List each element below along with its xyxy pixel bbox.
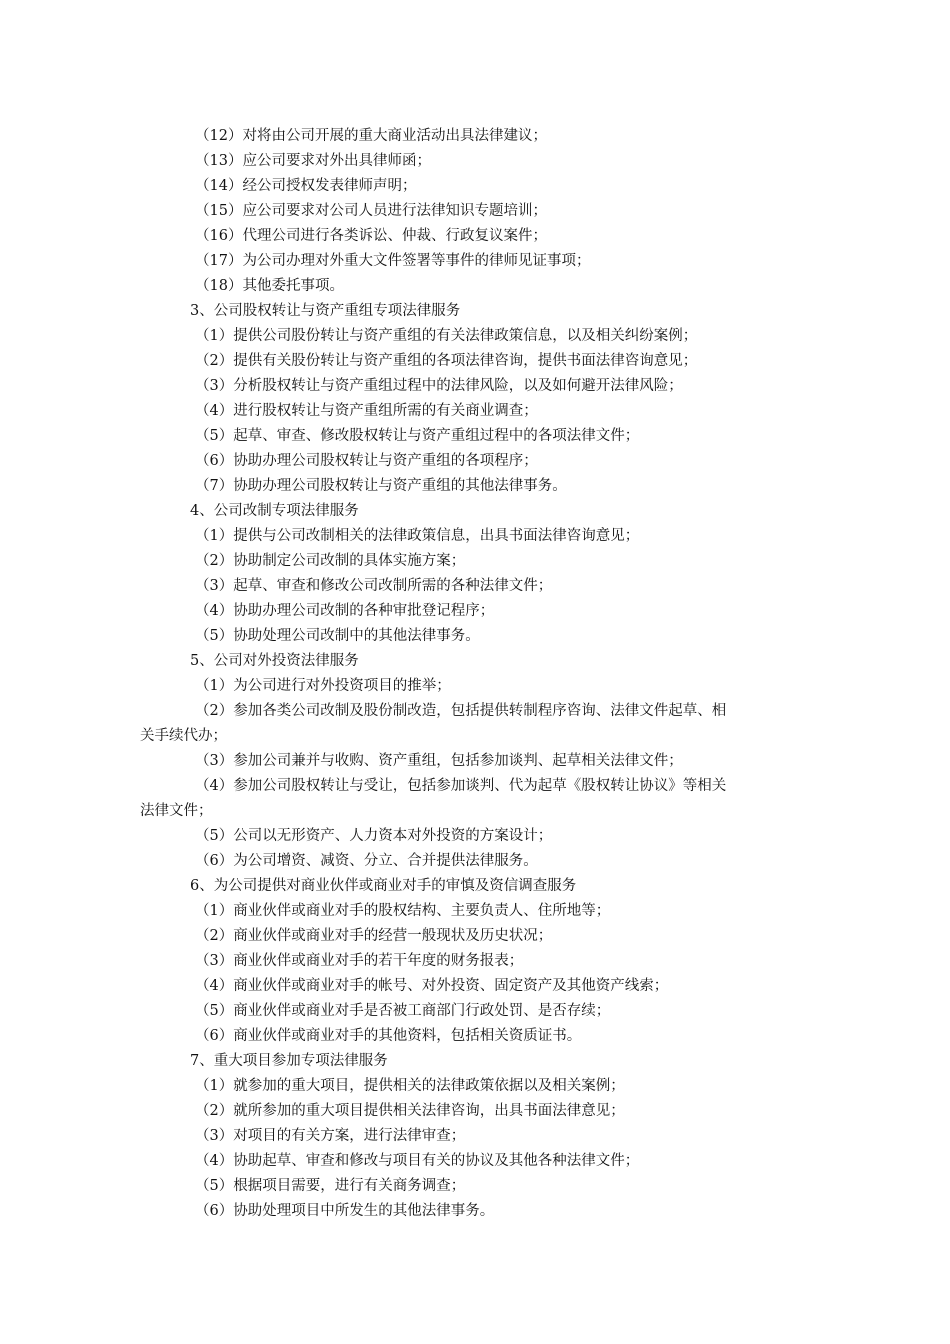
- list-item: （2）商业伙伴或商业对手的经营一般现状及历史状况；: [195, 928, 553, 944]
- list-item: （4）协助办理公司改制的各种审批登记程序；: [195, 603, 495, 619]
- list-item-continuation: 法律文件；: [140, 803, 213, 819]
- list-item: （5）公司以无形资产、人力资本对外投资的方案设计；: [195, 828, 553, 844]
- list-item: （5）根据项目需要，进行有关商务调查；: [195, 1178, 466, 1194]
- list-item: （2）协助制定公司改制的具体实施方案；: [195, 553, 466, 569]
- list-item-continuation: 关手续代办；: [140, 728, 227, 744]
- section-heading: 7、重大项目参加专项法律服务: [190, 1053, 388, 1069]
- list-item: （3）分析股权转让与资产重组过程中的法律风险，以及如何避开法律风险；: [195, 378, 683, 394]
- list-item: （3）起草、审查和修改公司改制所需的各种法律文件；: [195, 578, 553, 594]
- list-item: （6）为公司增资、减资、分立、合并提供法律服务。: [195, 853, 538, 869]
- list-item: （1）提供公司股份转让与资产重组的有关法律政策信息，以及相关纠纷案例；: [195, 328, 698, 344]
- list-item: （2）就所参加的重大项目提供相关法律咨询，出具书面法律意见；: [195, 1103, 625, 1119]
- list-item: （3）参加公司兼并与收购、资产重组，包括参加谈判、起草相关法律文件；: [195, 753, 683, 769]
- list-item: （16）代理公司进行各类诉讼、仲裁、行政复议案件；: [195, 228, 547, 244]
- list-item: （14）经公司授权发表律师声明；: [195, 178, 417, 194]
- list-item: （1）为公司进行对外投资项目的推举；: [195, 678, 451, 694]
- list-item: （15）应公司要求对公司人员进行法律知识专题培训；: [195, 203, 547, 219]
- list-item: （2）参加各类公司改制及股份制改造，包括提供转制程序咨询、法律文件起草、相: [195, 703, 727, 719]
- list-item: （5）协助处理公司改制中的其他法律事务。: [195, 628, 480, 644]
- section-heading: 6、为公司提供对商业伙伴或商业对手的审慎及资信调查服务: [190, 878, 577, 894]
- list-item: （6）协助处理项目中所发生的其他法律事务。: [195, 1203, 495, 1219]
- list-item: （12）对将由公司开展的重大商业活动出具法律建议；: [195, 128, 547, 144]
- list-item: （13）应公司要求对外出具律师函；: [195, 153, 431, 169]
- list-item: （1）商业伙伴或商业对手的股权结构、主要负责人、住所地等；: [195, 903, 611, 919]
- list-item: （4）参加公司股权转让与受让，包括参加谈判、代为起草《股权转让协议》等相关: [195, 778, 727, 794]
- section-heading: 5、公司对外投资法律服务: [190, 653, 359, 669]
- list-item: （1）就参加的重大项目，提供相关的法律政策依据以及相关案例；: [195, 1078, 625, 1094]
- list-item: （18）其他委托事项。: [195, 278, 344, 294]
- list-item: （2）提供有关股份转让与资产重组的各项法律咨询，提供书面法律咨询意见；: [195, 353, 698, 369]
- list-item: （3）商业伙伴或商业对手的若干年度的财务报表；: [195, 953, 524, 969]
- list-item: （17）为公司办理对外重大文件签署等事件的律师见证事项；: [195, 253, 591, 269]
- list-item: （5）商业伙伴或商业对手是否被工商部门行政处罚、是否存续；: [195, 1003, 611, 1019]
- list-item: （3）对项目的有关方案，进行法律审查；: [195, 1128, 466, 1144]
- list-item: （4）商业伙伴或商业对手的帐号、对外投资、固定资产及其他资产线索；: [195, 978, 669, 994]
- list-item: （7）协助办理公司股权转让与资产重组的其他法律事务。: [195, 478, 567, 494]
- section-heading: 4、公司改制专项法律服务: [190, 503, 359, 519]
- list-item: （6）协助办理公司股权转让与资产重组的各项程序；: [195, 453, 538, 469]
- list-item: （4）进行股权转让与资产重组所需的有关商业调查；: [195, 403, 538, 419]
- list-item: （1）提供与公司改制相关的法律政策信息，出具书面法律咨询意见；: [195, 528, 640, 544]
- list-item: （4）协助起草、审查和修改与项目有关的协议及其他各种法律文件；: [195, 1153, 640, 1169]
- list-item: （5）起草、审查、修改股权转让与资产重组过程中的各项法律文件；: [195, 428, 640, 444]
- list-item: （6）商业伙伴或商业对手的其他资料，包括相关资质证书。: [195, 1028, 582, 1044]
- section-heading: 3、公司股权转让与资产重组专项法律服务: [190, 303, 461, 319]
